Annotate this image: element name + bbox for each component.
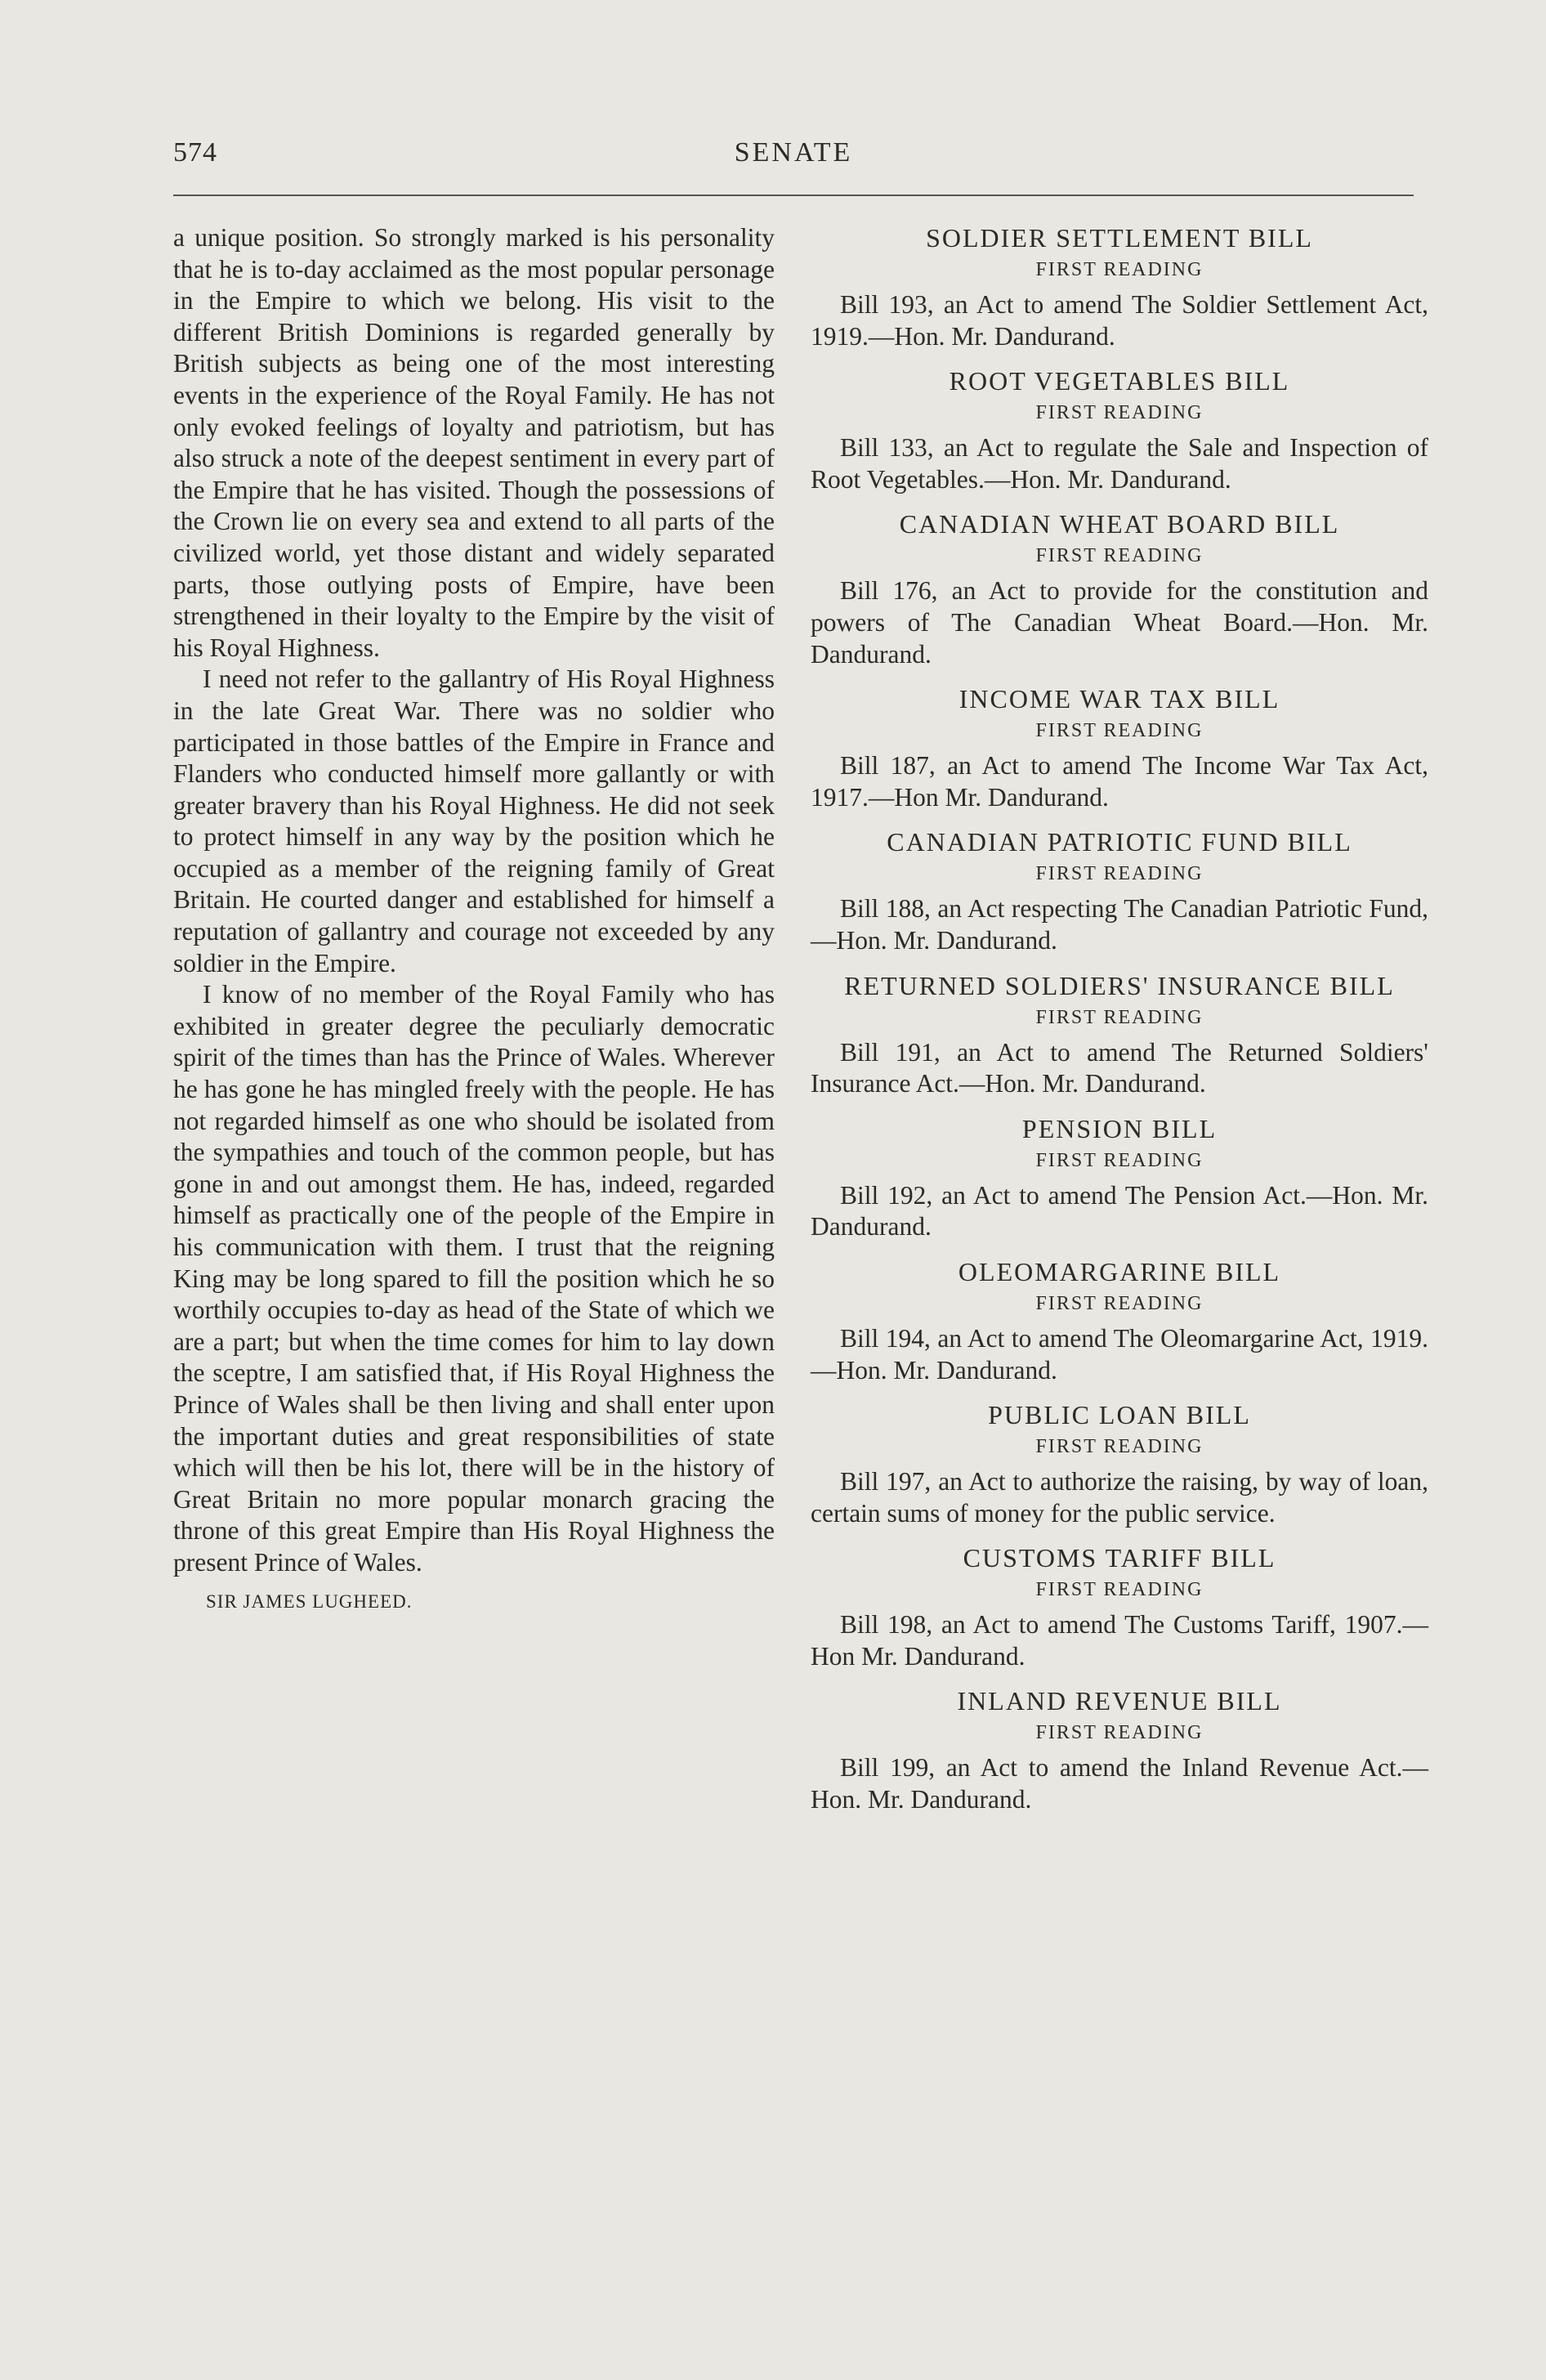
bill-text: Bill 187, an Act to amend The Income War Tax Act, 1917.—Hon Mr. Dandurand. <box>811 751 1428 812</box>
bill-title: SOLDIER SETTLEMENT BILL <box>926 223 1313 253</box>
bill-text: Bill 198, an Act to amend The Customs Tariff, 1907.—Hon Mr. Dandurand. <box>811 1610 1428 1671</box>
bill-text: Bill 194, an Act to amend The Oleomargarine Act, 1919.—Hon. Mr. Dandurand. <box>811 1323 1428 1385</box>
bill-reading: FIRST READING <box>1035 720 1204 742</box>
right-column <box>811 222 1428 1829</box>
bill-section <box>811 683 1428 813</box>
bill-section <box>811 222 1428 352</box>
bill-section <box>811 970 1428 1100</box>
running-title: SENATE <box>734 137 853 168</box>
page-number: 574 <box>173 137 217 168</box>
bill-title: CANADIAN PATRIOTIC FUND BILL <box>887 827 1352 857</box>
bill-text: Bill 176, an Act to provide for the constitution and powers of The Canadian Wheat Board.—Hon. Mr. Dandurand. <box>811 576 1428 669</box>
bill-section <box>811 1113 1428 1243</box>
bill-reading: FIRST READING <box>1035 1436 1204 1458</box>
left-column <box>173 222 775 1617</box>
bill-reading: FIRST READING <box>1035 402 1204 424</box>
bill-reading: FIRST READING <box>1035 1292 1204 1314</box>
bill-title: INCOME WAR TAX BILL <box>958 684 1280 714</box>
page-header <box>173 137 1414 178</box>
bill-section <box>811 365 1428 495</box>
bill-title: PUBLIC LOAN BILL <box>988 1400 1251 1430</box>
bill-text: Bill 191, an Act to amend The Returned Soldiers' Insurance Act.—Hon. Mr. Dandurand. <box>811 1037 1428 1098</box>
bill-reading: FIRST READING <box>1035 259 1204 280</box>
bill-reading: FIRST READING <box>1035 1149 1204 1171</box>
bill-title: CANADIAN WHEAT BOARD BILL <box>899 509 1340 539</box>
bill-reading: FIRST READING <box>1035 1579 1204 1601</box>
bill-reading: FIRST READING <box>1035 545 1204 567</box>
bill-section <box>811 508 1428 670</box>
speech-paragraph: a unique position. So strongly marked is his personality that he is to-day acclaimed as the most popular personage in the Empire to which we belong. His visit to the different British Dominions is regarded generally by British subjects as being one of the most interesting events in the experience of the Royal Family. He has not only evoked feelings of loyalty and patriotism, but has also struck a note of the deepest sentiment in every part of the Empire that he has visited. Though the possessions of the Crown lie on every sea and extend to all parts of the civilized world, yet those distant and widely separated parts, those outlying posts of Empire, have been strengthened in their loyalty to the Empire by the visit of his Royal Highness. <box>173 223 775 662</box>
bill-section <box>811 1399 1428 1529</box>
bill-title: PENSION BILL <box>1021 1113 1218 1143</box>
bill-section <box>811 1256 1428 1386</box>
bill-title: CUSTOMS TARIFF BILL <box>963 1543 1276 1573</box>
bill-section <box>811 1685 1428 1815</box>
bill-section <box>811 826 1428 956</box>
bill-text: Bill 197, an Act to authorize the raising, by way of loan, certain sums of money for the public service. <box>811 1467 1428 1528</box>
bill-reading: FIRST READING <box>1035 1722 1204 1744</box>
bill-text: Bill 133, an Act to regulate the Sale and Inspection of Root Vegetables.—Hon. Mr. Dandurand. <box>811 433 1428 494</box>
bill-title: RETURNED SOLDIERS' INSURANCE BILL <box>844 970 1395 1000</box>
header-rule <box>173 195 1414 196</box>
bill-title: OLEOMARGARINE BILL <box>958 1256 1281 1286</box>
speech-paragraph: I know of no member of the Royal Family who has exhibited in greater degree the peculiarly democratic spirit of the times than has the Prince of Wales. Wherever he has gone he has mingled freely with the people. He has not regarded himself as one who should be isolated from the sympathies and touch of the common people, but has gone in and out amongst them. He has, indeed, regarded himself as practically one of the people of the Empire in his communication with them. I trust that the reigning King may be long spared to fill the position which he so worthily occupies to-day as head of the State of which we are a part; but when the time comes for him to lay down the sceptre, I am satisfied that, if His Royal Highness the Prince of Wales shall be then living and shall enter upon the important duties and great responsibilities of state which will then be his lot, there will be in the history of Great Britain no more popular monarch gracing the throne of this great Empire than His Royal Highness the present Prince of Wales. <box>173 980 775 1577</box>
bill-title: INLAND REVENUE BILL <box>957 1686 1282 1716</box>
speech-paragraph: I need not refer to the gallantry of His Royal Highness in the late Great War. There was no soldier who participated in those battles of the Empire in France and Flanders who conducted himself more gallantly or with greater bravery than his Royal Highness. He did not seek to protect himself in any way by the position which he occupied as a member of the reigning family of Great Britain. He courted danger and established for himself a reputation of gallantry and courage not exceeded by any soldier in the Empire. <box>173 664 775 978</box>
bill-reading: FIRST READING <box>1035 863 1204 885</box>
bill-section <box>811 1542 1428 1672</box>
bill-text: Bill 199, an Act to amend the Inland Revenue Act.—Hon. Mr. Dandurand. <box>811 1753 1428 1814</box>
speaker-name: SIR JAMES LUGHEED. <box>206 1590 413 1612</box>
bill-text: Bill 188, an Act respecting The Canadian Patriotic Fund,—Hon. Mr. Dandurand. <box>811 894 1428 955</box>
bill-title: ROOT VEGETABLES BILL <box>949 366 1290 396</box>
bill-text: Bill 193, an Act to amend The Soldier Settlement Act, 1919.—Hon. Mr. Dandurand. <box>811 290 1428 351</box>
bill-reading: FIRST READING <box>1035 1006 1204 1028</box>
bill-text: Bill 192, an Act to amend The Pension Act.—Hon. Mr. Dandurand. <box>811 1180 1428 1241</box>
